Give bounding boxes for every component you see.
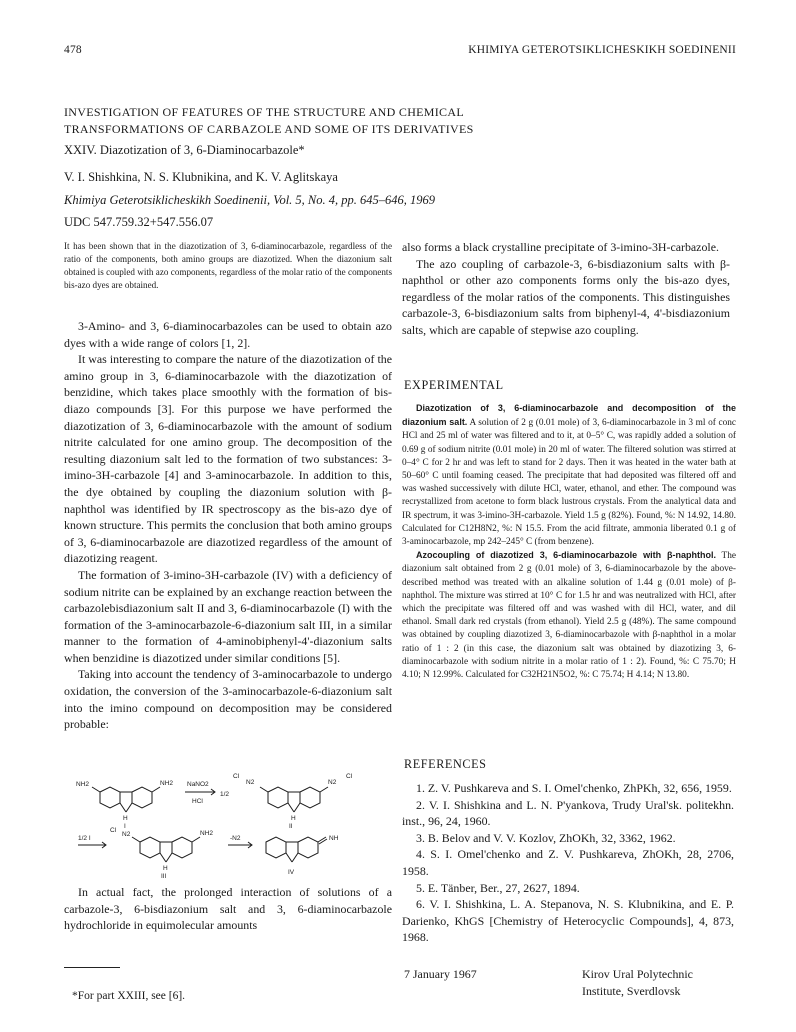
- page-number: 478: [64, 44, 82, 56]
- procedure-title: Azocoupling of diazotized 3, 6-diaminocarbazole with β-naphthol.: [416, 550, 716, 561]
- body-paragraph: It was interesting to compare the nature of the diazotization of the amino group in 3, 6-diaminocarbazole with the diazotization of benzidine, which takes place smoothly with the formation of bis-diazo compounds [3]. For this purpose we have performed the diazotization of 3, 6-diaminocarbazole with the amount of sodium nitrite calculated for one amino group. The decomposition of the resulting diazonium salt led to the formation of two substances: 3-imino-3H-carbazole [4] and 3-aminocarbazole. In addition to this, the dye obtained by coupling the diazonium solution with β-naphthol was identified by IR spectroscopy as the bis-azo dye of known structure. This permits the conclusion that both amino groups of 3, 6-diaminocarbazole are diazotized regardless of the amount of diazotizing reagent.: [64, 352, 392, 566]
- footnote-rule: [64, 967, 120, 968]
- nh2-label-right: NH2: [160, 780, 174, 787]
- half-factor: 1/2: [220, 791, 230, 798]
- experimental-paragraph: [402, 402, 736, 549]
- nh2-label-left: NH2: [76, 781, 90, 788]
- diazonium-right: N2: [328, 779, 337, 786]
- compound-label-iv: IV: [288, 869, 295, 876]
- reference-item: 4. S. I. Omel'chenko and Z. V. Pushkareva, ZhOKh, 28, 2706, 1958.: [402, 847, 734, 878]
- left-column: [64, 318, 392, 733]
- nh-label: H: [291, 815, 296, 822]
- diazonium-left: N2: [246, 779, 255, 786]
- received-date: 7 January 1967: [404, 967, 477, 981]
- procedure-title: Diazotization of 3, 6-diaminocarbazole and decomposition of the diazonium salt.: [402, 403, 736, 428]
- body-paragraph: In actual fact, the prolonged interaction of solutions of a carbazole-3, 6-bisdiazonium salt and 3, 6-diaminocarbazole hydrochloride in equimolecular amounts: [64, 885, 392, 933]
- affiliation-line-1: Kirov Ural Polytechnic: [582, 967, 693, 981]
- experimental-paragraph: [402, 549, 736, 682]
- procedure-text: The diazonium salt obtained from 2 g (0.01 mole) of 3, 6-diaminocarbazole by the above-described method was treated with an alkaline solution of 1.44 g (0.01 mole) of β-naphthol. The mixture was stirred at 10° C for 1.5 hr and was neutralized with HCl, after which the precipitate was filtered off and was washed with dil HCl, water, and dil ethanol. Small dark red crystals (from ethanol). Yield 2.5 g (48%). The same compound was obtained by coupling diazotized 3, 6-diaminocarbazole with β-naphthol in a molar ratio of 1 : 2 (in this case, the diazonium salt was obtained by diazotizing 3, 6-diaminocarbazole with sodium nitrite in a molar ratio of 1 : 2). Found, %: C 75.70; H 4.10; N 12.99%. Calculated for C32H21N5O2, %: C 75.74; H 4.14; N 13.80.: [402, 551, 737, 681]
- nh-label: H: [163, 865, 168, 872]
- affiliation-line-2: Institute, Sverdlovsk: [582, 983, 681, 998]
- reference-list: [402, 780, 734, 946]
- reagent-nano2: NaNO2: [187, 781, 209, 788]
- reagent-hcl: HCl: [192, 798, 203, 805]
- title-line-1: INVESTIGATION OF FEATURES OF THE STRUCTURE AND CHEMICAL: [64, 105, 464, 119]
- reference-item: 5. E. Tänber, Ber., 27, 2627, 1894.: [416, 880, 580, 895]
- compound-label-iii: III: [161, 873, 167, 880]
- article-title: [64, 104, 744, 138]
- compound-iv-structure: [266, 837, 327, 862]
- nh-label: H: [123, 815, 128, 822]
- references-heading: REFERENCES: [404, 757, 487, 771]
- compound-ii-structure: [260, 787, 328, 812]
- udc-code: UDC 547.759.32+547.556.07: [64, 215, 214, 229]
- chloride-left: Cl: [233, 773, 240, 780]
- nh2-label-iii: NH2: [200, 830, 214, 837]
- journal-running-head: KHIMIYA GETEROTSIKLICHESKIKH SOEDINENII: [468, 44, 736, 56]
- compound-label-i: I: [124, 823, 126, 830]
- authors: V. I. Shishkina, N. S. Klubnikina, and K. V. Aglitskaya: [64, 170, 338, 184]
- body-paragraph: Taking into account the tendency of 3-aminocarbazole to undergo oxidation, the conversion of the 3-aminocarbazole-6-diazonium salt into the imino compound on decomposition may be considered probable:: [64, 667, 392, 732]
- body-paragraph: also forms a black crystalline precipitate of 3-imino-3H-carbazole.: [402, 240, 719, 254]
- abstract: It has been shown that in the diazotization of 3, 6-diaminocarbazole, regardless of the ratio of the components, both amino groups are diazotized. When the diazonium salt obtained is coupled with azo components, regardless of the molar ratio of the components bis-azo dyes are obtained.: [64, 241, 392, 291]
- reference-item: 2. V. I. Shishkina and L. N. P'yankova, Trudy Ural'sk. politekhn. inst., 96, 24, 1960.: [402, 797, 734, 829]
- experimental-heading: EXPERIMENTAL: [404, 378, 504, 392]
- citation: Khimiya Geterotsiklicheskikh Soedinenii, Vol. 5, No. 4, pp. 645–646, 1969: [64, 193, 436, 207]
- affiliation: [582, 966, 693, 999]
- experimental-section: [402, 402, 736, 682]
- compound-iii-structure: [132, 837, 200, 862]
- reference-item: 3. B. Belov and V. V. Kozlov, ZhOKh, 32, 3362, 1962.: [416, 830, 676, 845]
- compound-label-ii: II: [289, 823, 293, 830]
- body-paragraph: 3-Amino- and 3, 6-diaminocarbazoles can be used to obtain azo dyes with a wide range of colors [1, 2].: [64, 319, 392, 350]
- reaction-scheme: [70, 770, 400, 880]
- footnote: *For part XXIII, see [6].: [72, 990, 186, 1002]
- left-column-continued: [64, 884, 392, 934]
- half-i-factor: 1/2 I: [78, 835, 91, 842]
- imine-nh-label: NH: [329, 835, 339, 842]
- article-subtitle: XXIV. Diazotization of 3, 6-Diaminocarbazole*: [64, 143, 305, 157]
- minus-n2: -N2: [230, 835, 241, 842]
- compound-i-structure: [92, 787, 160, 812]
- procedure-text: A solution of 2 g (0.01 mole) of 3, 6-diaminocarbazole in 3 ml of conc HCl and 25 ml of water was filtered and to it, at 0–5° C, was rapidly added a solution of 0.69 g of sodium nitrite (0.01 mole) in 20 ml of water. The filtered solution was stirred at 0–4° C for 2 hr and was left to stand for 2 days. Then it was heated in the water bath at 50–60° C until foaming ceased. The precipitate that had deposited was filtered off and was washed successively with dilute HCl, water, ethanol, and ether. The compound was recrystallized from acetone to form black lustrous crystals. From the analytical data and IR spectrum, it was 3-imino-3H-carbazole. Yield 1.5 g (82%). Found, %: N 14.92, 14.80. Calculated for C12H8N2, %: N 15.5. From the acid filtrate, ammonia liberated 0.1 g of 3-aminocarbazole, mp 242–245° C (from benzene).: [402, 418, 736, 548]
- right-column: [402, 239, 730, 339]
- body-paragraph: The formation of 3-imino-3H-carbazole (IV) with a deficiency of sodium nitrite can be explained by an exchange reaction between the carbazolebisdiazonium salt II and 3, 6-diaminocarbazole (I) with the formation of the 3-aminocarbazole-6-diazonium salt III, in a similar manner to the formation of 4-aminobiphenyl-4'-diazonium salts when benzidine is diazotized under similar conditions [5].: [64, 567, 392, 665]
- diazonium-iii: N2: [122, 831, 131, 838]
- reference-item: 6. V. I. Shishkina, L. A. Stepanova, N. S. Klubnikina, and E. P. Darienko, KhGS [Chemistry of Heterocyclic Compounds], 4, 873, 1968.: [402, 897, 734, 945]
- chloride-iii: Cl: [110, 827, 117, 834]
- reference-item: 1. Z. V. Pushkareva and S. I. Omel'chenko, ZhPKh, 32, 656, 1959.: [416, 781, 732, 795]
- body-paragraph: The azo coupling of carbazole-3, 6-bisdiazonium salts with β-naphthol or other azo components forms only the bis-azo dyes, regardless of the molar ratios of the components. This distinguishes carbazole-3, 6-bisdiazonium salts from biphenyl-4, 4'-bisdiazonium salts, which are capable of stepwise azo coupling.: [402, 256, 730, 337]
- chloride-right: Cl: [346, 773, 353, 780]
- title-line-2: TRANSFORMATIONS OF CARBAZOLE AND SOME OF ITS DERIVATIVES: [64, 122, 474, 136]
